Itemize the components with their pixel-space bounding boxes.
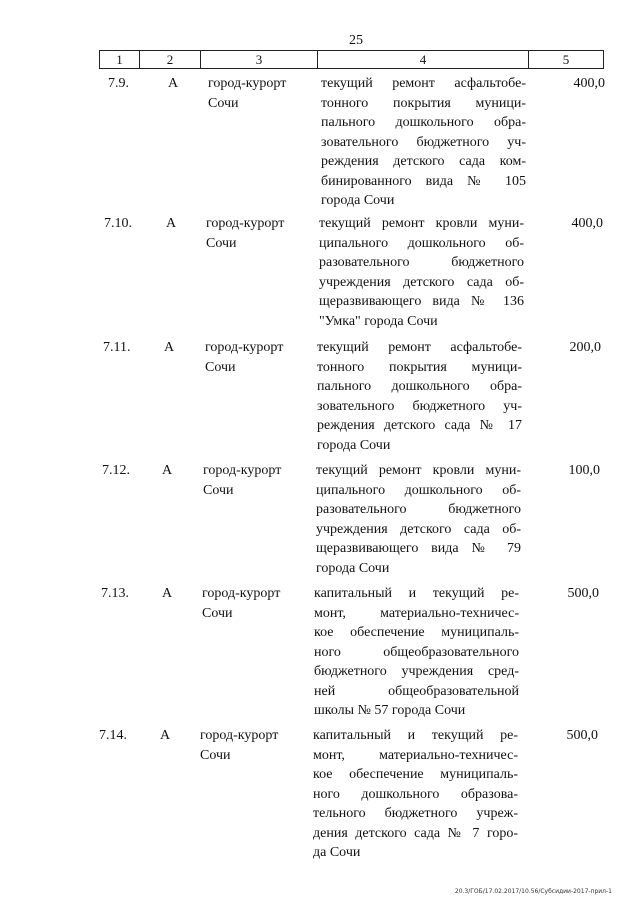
location-line: город-курорт — [206, 216, 285, 231]
description-line: щеразвивающего вида № 136 — [319, 294, 524, 309]
row-amount: 400,0 — [573, 76, 605, 91]
description-line: капитальный и текущий ре- — [313, 728, 518, 743]
row-category: А — [166, 216, 177, 231]
description-line: монт, материально-техничес- — [314, 605, 519, 621]
description-line: текущий ремонт кровли муни- — [319, 216, 524, 231]
description-line: кое обеспечение муниципаль- — [314, 625, 519, 640]
row-location — [205, 338, 305, 377]
row-category: А — [162, 463, 173, 478]
description-line: разовательного бюджетного — [319, 255, 524, 270]
row-location — [202, 584, 302, 623]
description-line: реждения детского сада № 17 — [317, 418, 522, 433]
row-description — [316, 461, 521, 578]
location-line: Сочи — [202, 605, 233, 621]
description-line: города Сочи — [317, 437, 391, 453]
page-number: 25 — [349, 33, 363, 48]
row-amount: 500,0 — [567, 586, 599, 601]
description-line: реждения детского сада ком- — [321, 154, 526, 169]
row-location — [203, 461, 303, 500]
description-line: учреждения детского сада об- — [319, 274, 524, 290]
description-line: да Сочи — [313, 845, 361, 860]
row-category: А — [168, 76, 179, 91]
row-number: 7.13. — [101, 586, 129, 601]
row-location — [208, 74, 308, 113]
description-line: пального дошкольного обра- — [317, 379, 522, 394]
location-line: город-курорт — [202, 586, 281, 601]
description-line: зовательного бюджетного уч- — [317, 398, 522, 414]
row-amount: 500,0 — [566, 728, 598, 743]
row-category: А — [162, 586, 173, 601]
location-line: Сочи — [203, 482, 234, 498]
row-location — [200, 726, 300, 765]
header-col-2: 2 — [140, 51, 201, 68]
description-line: ного общеобразовательного — [314, 644, 519, 660]
row-number: 7.10. — [104, 216, 132, 231]
description-line: тонного покрытия муници- — [317, 359, 522, 375]
location-line: Сочи — [205, 359, 236, 375]
description-line: ципального дошкольного об- — [316, 482, 521, 498]
table-header — [99, 50, 604, 69]
description-line: зовательного бюджетного уч- — [321, 134, 526, 150]
row-description — [319, 214, 524, 331]
location-line: Сочи — [200, 747, 231, 763]
description-line: дения детского сада № 7 горо- — [313, 825, 518, 841]
header-col-3: 3 — [201, 51, 318, 68]
description-line: бинированного вида № 105 — [321, 173, 526, 189]
row-number: 7.12. — [102, 463, 130, 478]
description-line: щеразвивающего вида № 79 — [316, 541, 521, 556]
header-col-5: 5 — [562, 52, 570, 67]
location-line: Сочи — [208, 95, 239, 111]
row-category: А — [160, 728, 171, 743]
header-col-1: 1 — [100, 51, 140, 68]
description-line: капитальный и текущий ре- — [314, 586, 519, 601]
row-amount: 100,0 — [568, 463, 600, 478]
description-line: города Сочи — [316, 560, 390, 576]
description-line: ципального дошкольного об- — [319, 235, 524, 251]
description-line: ного дошкольного образова- — [313, 786, 518, 802]
location-line: город-курорт — [203, 463, 282, 478]
location-line: город-курорт — [200, 728, 279, 743]
description-line: текущий ремонт асфальтобе- — [317, 340, 522, 355]
row-location — [206, 214, 306, 253]
row-category: А — [164, 340, 175, 355]
description-line: тонного покрытия муници- — [321, 95, 526, 111]
row-description — [314, 584, 519, 721]
location-line: город-курорт — [208, 76, 287, 91]
description-line: тельного бюджетного учреж- — [313, 806, 518, 821]
description-line: ней общеобразовательной — [314, 683, 519, 699]
row-amount: 200,0 — [569, 340, 601, 355]
description-line: текущий ремонт асфальтобе- — [321, 76, 526, 91]
header-col-4: 4 — [318, 51, 529, 68]
description-line: города Сочи — [321, 193, 395, 208]
description-line: учреждения детского сада об- — [316, 521, 521, 537]
row-number: 7.11. — [103, 340, 131, 355]
description-line: пального дошкольного обра- — [321, 115, 526, 130]
row-description — [313, 726, 518, 863]
description-line: школы № 57 города Сочи — [314, 703, 466, 718]
footer-reference: 20.3/ГОБ/17.02.2017/10.56/Субсидии-2017-прил-1 — [454, 888, 612, 895]
row-description — [321, 74, 526, 211]
description-line: монт, материально-техничес- — [313, 747, 518, 763]
location-line: город-курорт — [205, 340, 284, 355]
row-number: 7.9. — [108, 76, 129, 91]
location-line: Сочи — [206, 235, 237, 251]
row-amount: 400,0 — [571, 216, 603, 231]
row-number: 7.14. — [99, 728, 127, 743]
description-line: "Умка" города Сочи — [319, 313, 438, 329]
description-line: кое обеспечение муниципаль- — [313, 767, 518, 782]
description-line: текущий ремонт кровли муни- — [316, 463, 521, 478]
description-line: бюджетного учреждения сред- — [314, 664, 519, 679]
row-description — [317, 338, 522, 455]
description-line: разовательного бюджетного — [316, 502, 521, 517]
